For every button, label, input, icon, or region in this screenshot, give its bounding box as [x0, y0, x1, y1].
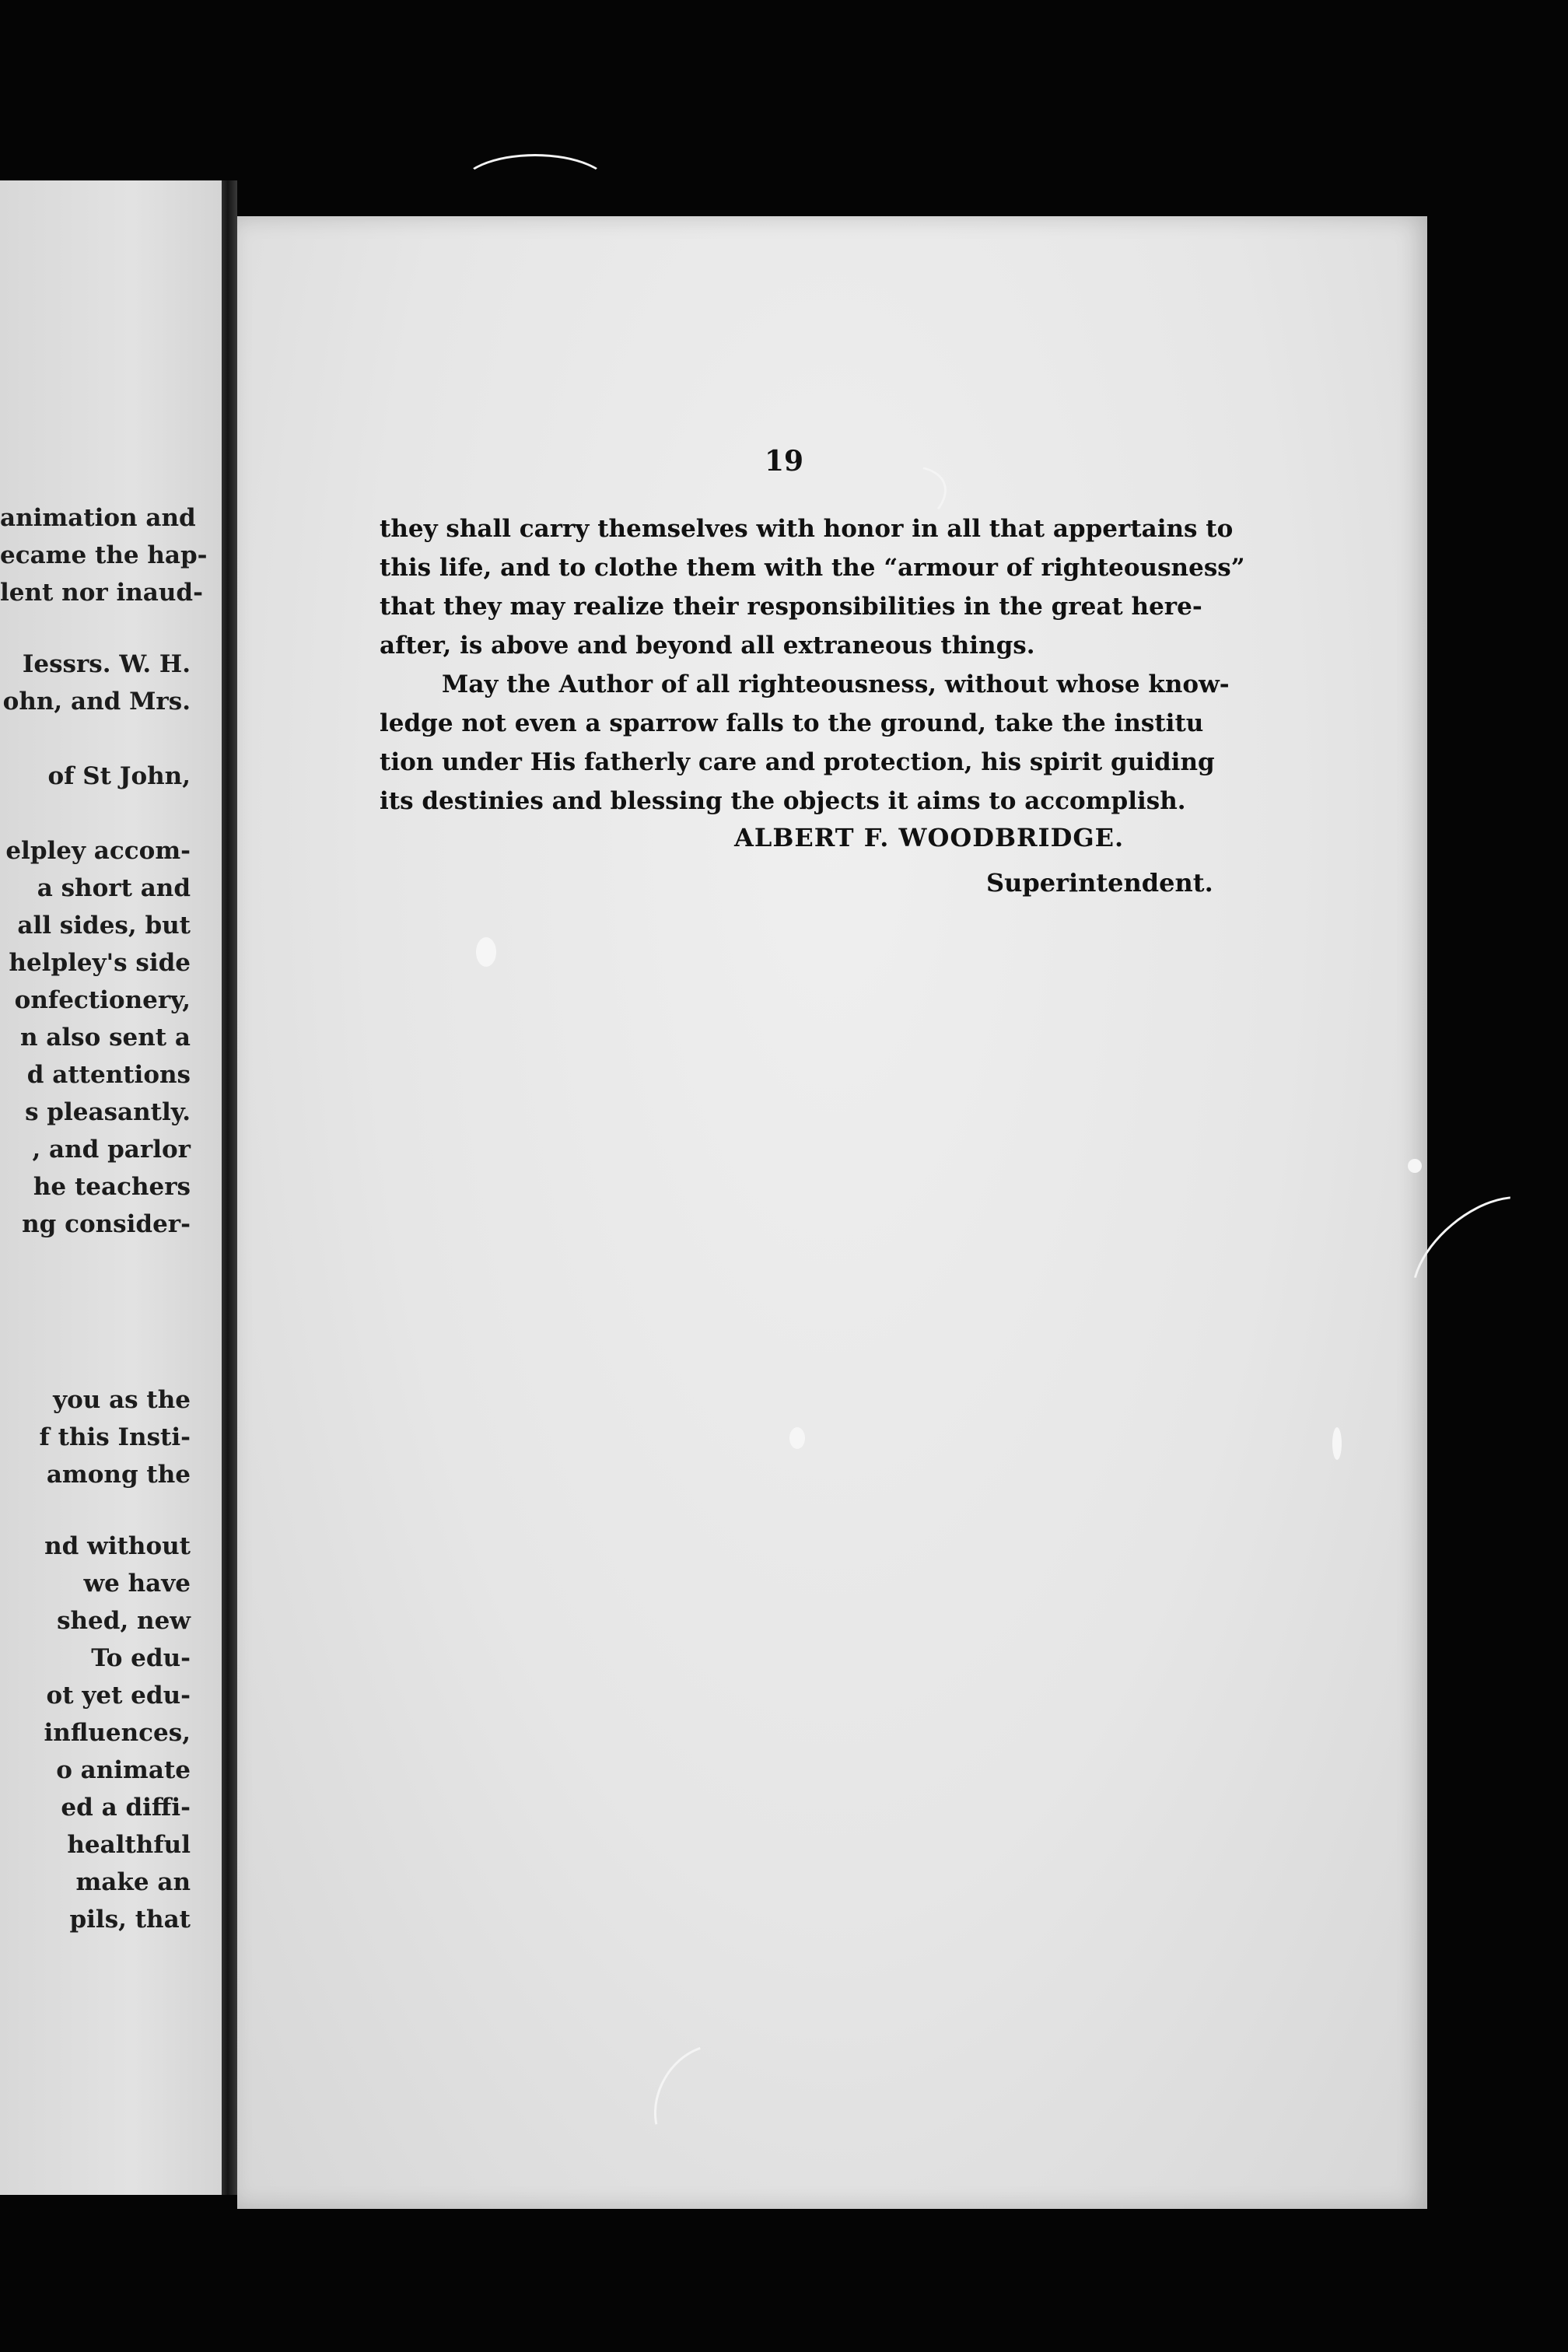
- previous-page-line: animation and: [0, 504, 196, 532]
- previous-page-line: onfectionery,: [14, 986, 191, 1014]
- body-line-2: this life, and to clothe them with the “armour of righteousness”: [380, 554, 1245, 582]
- previous-page-line: influences,: [44, 1719, 191, 1747]
- previous-page-line: elpley accom-: [5, 837, 191, 865]
- previous-page: [0, 180, 222, 2195]
- body-line-7: tion under His fatherly care and protection, his spirit guiding: [380, 748, 1215, 776]
- page-gutter: [222, 180, 237, 2195]
- signature-title: Superintendent.: [986, 868, 1213, 898]
- signature-name: ALBERT F. WOODBRIDGE.: [734, 823, 1125, 852]
- body-line-6: ledge not even a sparrow falls to the ground, take the institu: [380, 709, 1204, 737]
- previous-page-line: ng consider-: [22, 1210, 191, 1238]
- previous-page-line: n also sent a: [19, 1024, 191, 1052]
- previous-page-line: ecame the hap-: [0, 541, 208, 569]
- previous-page-line: d attentions: [26, 1061, 191, 1089]
- previous-page-line: ed a diffi-: [61, 1794, 191, 1822]
- previous-page-line: lent nor inaud-: [0, 579, 203, 607]
- previous-page-line: shed, new: [57, 1607, 191, 1635]
- page-number: 19: [764, 445, 804, 478]
- previous-page-line: , and parlor: [32, 1136, 191, 1164]
- previous-page-line: nd without: [44, 1532, 191, 1560]
- previous-page-line: f this Insti-: [39, 1423, 191, 1451]
- previous-page-line: o animate: [56, 1756, 191, 1784]
- previous-page-line: healthful: [67, 1831, 191, 1859]
- body-line-3: that they may realize their responsibilities in the great here-: [380, 593, 1202, 621]
- previous-page-line: among the: [46, 1461, 191, 1489]
- previous-page-line: pils, that: [69, 1906, 191, 1934]
- scan-speck: [789, 1427, 805, 1449]
- scan-speck: [1408, 1159, 1422, 1173]
- previous-page-line: of St John,: [47, 762, 191, 790]
- previous-page-line: ohn, and Mrs.: [2, 688, 191, 716]
- scan-speck: [476, 937, 496, 967]
- previous-page-line: he teachers: [33, 1173, 191, 1201]
- previous-page-line: you as the: [53, 1386, 191, 1414]
- body-line-5: May the Author of all righteousness, without whose know-: [442, 670, 1230, 698]
- body-line-8: its destinies and blessing the objects it aims to accomplish.: [380, 787, 1186, 815]
- body-line-4: after, is above and beyond all extraneous things.: [380, 632, 1035, 660]
- scan-fibre: [459, 154, 611, 221]
- previous-page-line: we have: [83, 1570, 191, 1598]
- previous-page-line: Iessrs. W. H.: [22, 650, 191, 678]
- previous-page-line: all sides, but: [17, 912, 191, 940]
- previous-page-line: a short and: [37, 874, 191, 902]
- body-line-1: they shall carry themselves with honor in all that appertains to: [380, 515, 1234, 543]
- scan-speck: [1332, 1427, 1342, 1460]
- previous-page-line: helpley's side: [9, 949, 191, 977]
- previous-page-line: To edu-: [91, 1644, 191, 1672]
- previous-page-line: make an: [75, 1868, 191, 1896]
- previous-page-line: s pleasantly.: [25, 1098, 191, 1126]
- previous-page-line: ot yet edu-: [46, 1682, 191, 1710]
